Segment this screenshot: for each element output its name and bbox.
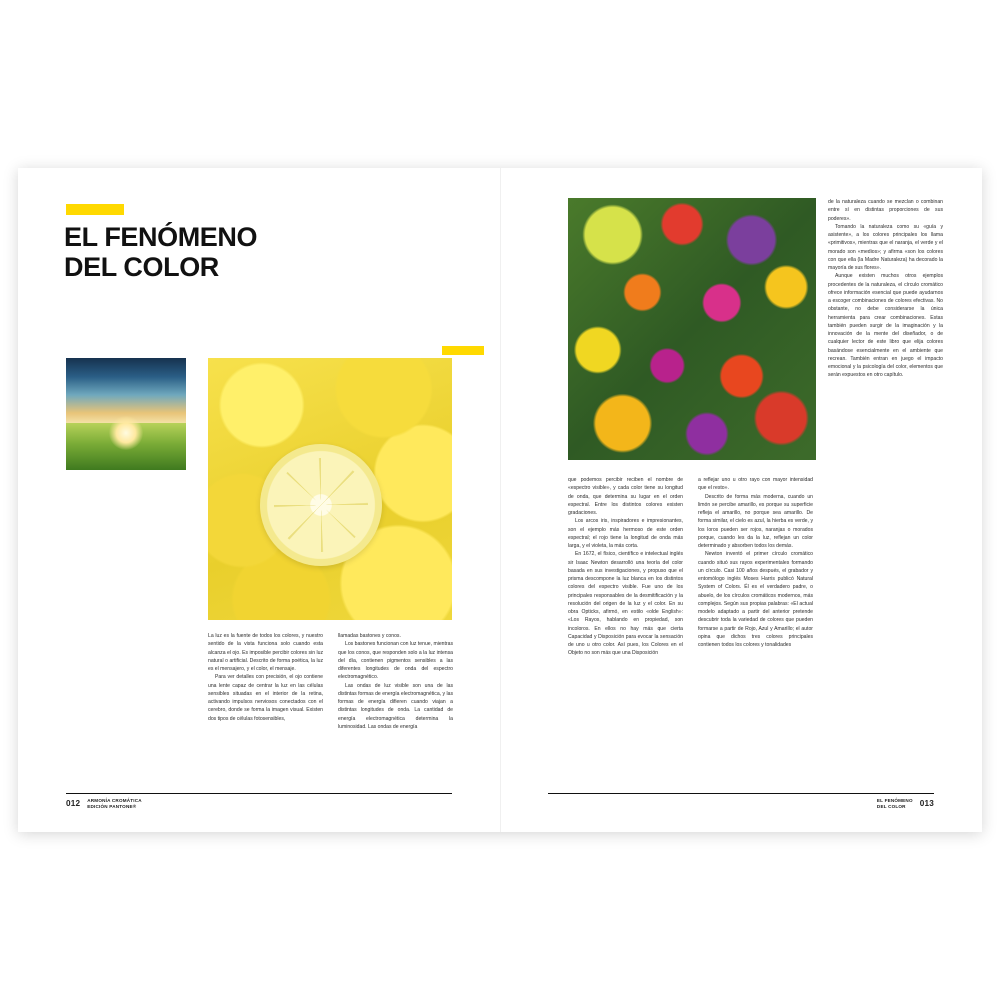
page-title-line-1: EL FENÓMENO: [64, 222, 258, 252]
left-footer-rule: [66, 793, 452, 794]
paragraph: Los arcos iris, inspiradores e impresionantes, son el ejemplo más hermoso de este orden espectral; el rojo tiene la longitud de onda más larga, y el violeta, la más corta.: [568, 518, 683, 549]
left-page-number: 012: [66, 799, 81, 809]
cut-lemon-slice: [260, 444, 382, 566]
magazine-spread: [18, 168, 982, 832]
flowers-image: [568, 198, 816, 460]
page-title: [64, 222, 394, 282]
right-page: [500, 168, 982, 832]
left-footer: [66, 798, 142, 810]
paragraph: Aunque existen muchos otros ejemplos procedentes de la naturaleza, el círculo cromático ofrece información esencial que puede ayudarnos a escoger combinaciones de colores efectivas. No obstante, no debe considerarse la única herramienta para crear combinaciones. Estas también pueden surgir de la imaginación y la innovación de la mente del diseñador, o de cualquier lector de este libro que elija colores basándose esencialmente en el ambiente que recrean. También entran en juego el impacto emocional y la psicología del color, elementos que serán expuestos en otro capítulo.: [828, 273, 943, 379]
page-title-line-2: DEL COLOR: [64, 252, 219, 283]
right-column-2: [698, 476, 813, 649]
paragraph: Tomando la naturaleza como su «guía y asistente», a los colores principales los llama «primitivos», mientras que el naranja, el verde y el morado son «medios»; y afirma «son los colores con que ella (la Madre Naturaleza) ha decorado la mayoría de sus flores».: [828, 223, 943, 271]
left-column-1: [208, 632, 323, 723]
left-footer-line-2: EDICIÓN PANTONE®: [87, 803, 137, 809]
sunset-landscape-image: [66, 358, 186, 470]
paragraph: En 1672, el físico, científico e intelectual inglés sir Isaac Newton desarrolló una teoría del color basada en sus investigaciones, y propuso que el prisma descompone la luz blanca en los distintos colores del espectro visible. Fue uno de los principales responsables de la desmitificación y la resolución del origen de la luz y el color. En su obra Opticks, afirmó, en estilo «olde English»: «Los Rayos, hablando en propiedad, son incoloros. En ellos no hay más que cierta Capacidad y Disposición para evocar la sensación de uno u otro color. Así pues, los Colores en el Objeto no son más que una Disposición: [568, 551, 683, 657]
sunset-sky: [66, 358, 186, 425]
left-column-2: [338, 632, 453, 731]
paragraph: Descrito de forma más moderna, cuando un limón se percibe amarillo, es porque su superficie refleja el amarillo, no porque sea amarillo. De forma similar, el cielo es azul, la hierba es verde, y los loros pueden ser rojos, naranjas o morados porque, cuando les da la luz, reflejan un color determinado y absorben todos los demás.: [698, 493, 813, 549]
left-footer-text: [87, 798, 142, 810]
paragraph: de la naturaleza cuando se mezclan o combinan entre sí en distintas proporciones de sus poderes».: [828, 199, 943, 222]
right-column-1: [568, 476, 683, 658]
lemon-image-accent-bar: [442, 346, 484, 355]
paragraph: llamadas bastones y conos.: [338, 633, 401, 639]
flowers-texture: [568, 198, 816, 460]
left-footer-line-1: ARMONÍA CROMÁTICA: [87, 797, 142, 803]
title-accent-bar: [66, 204, 124, 215]
right-footer-line-2: DEL COLOR: [876, 803, 906, 809]
right-column-3: [828, 198, 943, 380]
paragraph: Las ondas de luz visible son una de las distintas formas de energía electromagnética, y las formas de energía difieren cuando viajan a distintas longitudes de onda. La cantidad de energía electromagnética determina la luminosidad. Las ondas de energía: [338, 682, 453, 730]
left-page: [18, 168, 500, 832]
paragraph: Newton inventó el primer círculo cromático cuando situó sus rayos experimentales formando un círculo. Casi 100 años después, el grabador y entomólogo inglés Moses Harris publicó Natural System of Colors. Él es el verdadero padre, o abuelo, de los círculos cromáticos modernos, más complejos. Según sus propias palabras: «El actual modelo adaptado a partir del anterior pretende descubrir toda la variedad de colores que pueden formarse a partir de Rojo, Azul y Amarillo; el autor opina que dichos tres colores principales contienen todos los colores y tonalidades: [698, 551, 813, 648]
paragraph: Los bastones funcionan con luz tenue, mientras que los conos, que responden solo a la luz intensa del día, contienen pigmentos sensibles a las diferentes longitudes de onda del espectro electromagnético.: [338, 641, 453, 681]
right-footer-text: [877, 798, 913, 810]
right-footer: [877, 798, 934, 810]
lemons-image: [208, 358, 452, 620]
paragraph: que podemos percibir reciben el nombre de «espectro visible», y cada color tiene su longitud de onda, que determina su lugar en el orden espectral. Entre los distintos colores existen gradaciones.: [568, 477, 683, 516]
right-page-number: 013: [919, 799, 934, 809]
paragraph: La luz es la fuente de todos los colores, y nuestro sentido de la vista funciona solo cuando esta alcanza el ojo. Es imposible percibir colores sin luz natural o artificial. Descrito de forma poética, la luz es el mensajero, y el color, el mensaje.: [208, 633, 323, 672]
paragraph: a reflejar uno u otro rayo con mayor intensidad que el resto».: [698, 477, 813, 492]
right-footer-line-1: EL FENÓMENO: [876, 797, 913, 803]
right-footer-rule: [548, 793, 934, 794]
paragraph: Para ver detalles con precisión, el ojo contiene una lente capaz de centrar la luz en las células sensibles situadas en el interior de la retina, activando impulsos nerviosos conectados con el cerebro, donde se forma la imagen visual. Existen dos tipos de células fotosensibles,: [208, 674, 323, 722]
sun-glow: [109, 416, 143, 450]
